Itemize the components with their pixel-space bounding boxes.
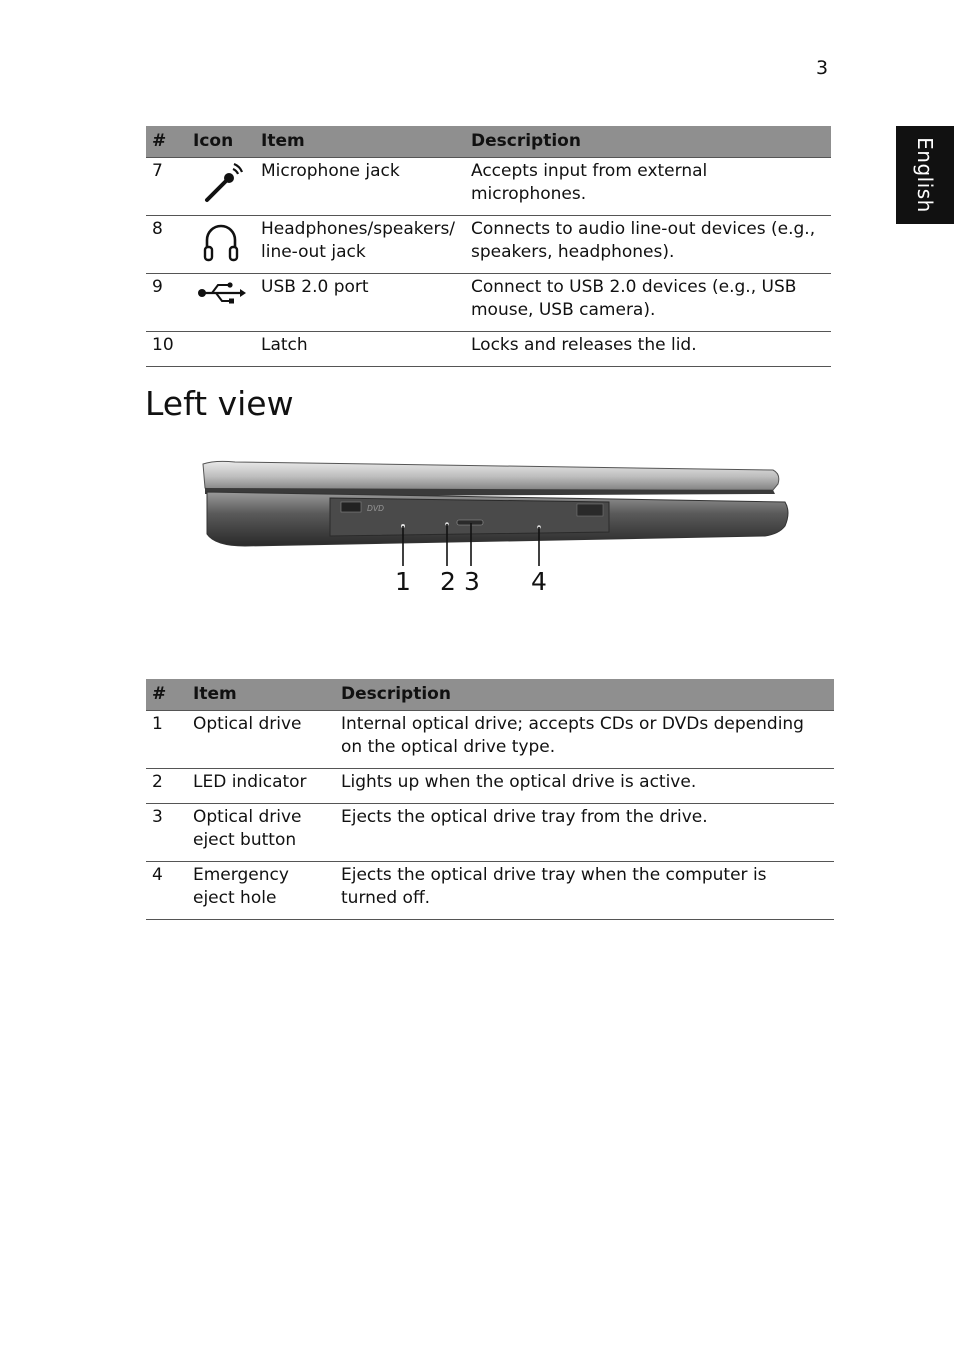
row-item: Latch bbox=[255, 332, 465, 367]
row-icon bbox=[187, 332, 255, 367]
language-tab-label: English bbox=[913, 137, 937, 213]
laptop-body bbox=[175, 461, 788, 548]
row-description: Accepts input from external microphones. bbox=[465, 158, 831, 216]
table-header-row bbox=[146, 126, 831, 158]
row-num: 2 bbox=[146, 769, 187, 804]
row-item: Optical drive eject button bbox=[187, 804, 335, 862]
left-view-table bbox=[146, 679, 834, 920]
row-num: 4 bbox=[146, 862, 187, 920]
column-header-description: Description bbox=[335, 679, 834, 711]
row-item: Microphone jack bbox=[255, 158, 465, 216]
callout-label-4: 4 bbox=[531, 567, 547, 596]
table-row bbox=[146, 216, 831, 274]
column-header-item: Item bbox=[187, 679, 335, 711]
table-row bbox=[146, 862, 834, 920]
row-item: Optical drive bbox=[187, 711, 335, 769]
row-item: Headphones/speakers/ line-out jack bbox=[255, 216, 465, 274]
ports-table bbox=[146, 126, 831, 367]
laptop-left-view-illustration bbox=[175, 450, 795, 600]
headphones-icon bbox=[201, 220, 241, 264]
row-item: LED indicator bbox=[187, 769, 335, 804]
svg-text:DVD: DVD bbox=[367, 504, 384, 513]
usb-icon bbox=[196, 278, 246, 308]
column-header-description: Description bbox=[465, 126, 831, 158]
row-description: Connect to USB 2.0 devices (e.g., USB mouse, USB camera). bbox=[465, 274, 831, 332]
section-title: Left view bbox=[145, 384, 294, 423]
column-header-num: # bbox=[146, 679, 187, 711]
column-header-item: Item bbox=[255, 126, 465, 158]
row-description: Internal optical drive; accepts CDs or DVDs depending on the optical drive type. bbox=[335, 711, 834, 769]
table-row bbox=[146, 804, 834, 862]
row-description: Ejects the optical drive tray from the drive. bbox=[335, 804, 834, 862]
column-header-icon: Icon bbox=[187, 126, 255, 158]
row-icon bbox=[187, 274, 255, 332]
row-num: 9 bbox=[146, 274, 187, 332]
table-row bbox=[146, 769, 834, 804]
table-row bbox=[146, 158, 831, 216]
row-description: Connects to audio line-out devices (e.g., speakers, headphones). bbox=[465, 216, 831, 274]
row-num: 8 bbox=[146, 216, 187, 274]
row-num: 10 bbox=[146, 332, 187, 367]
row-item: Emergency eject hole bbox=[187, 862, 335, 920]
row-description: Lights up when the optical drive is active. bbox=[335, 769, 834, 804]
microphone-icon bbox=[199, 162, 243, 206]
page-number: 3 bbox=[816, 57, 829, 79]
column-header-num: # bbox=[146, 126, 187, 158]
row-icon bbox=[187, 216, 255, 274]
row-num: 3 bbox=[146, 804, 187, 862]
row-item: USB 2.0 port bbox=[255, 274, 465, 332]
row-description: Locks and releases the lid. bbox=[465, 332, 831, 367]
table-row bbox=[146, 711, 834, 769]
table-row bbox=[146, 332, 831, 367]
row-description: Ejects the optical drive tray when the computer is turned off. bbox=[335, 862, 834, 920]
table-header-row bbox=[146, 679, 834, 711]
callout-label-2: 2 bbox=[440, 567, 456, 596]
language-tab bbox=[896, 126, 954, 224]
callout-label-3: 3 bbox=[464, 567, 480, 596]
callout-label-1: 1 bbox=[395, 567, 411, 596]
row-num: 7 bbox=[146, 158, 187, 216]
table-row bbox=[146, 274, 831, 332]
row-num: 1 bbox=[146, 711, 187, 769]
row-icon bbox=[187, 158, 255, 216]
